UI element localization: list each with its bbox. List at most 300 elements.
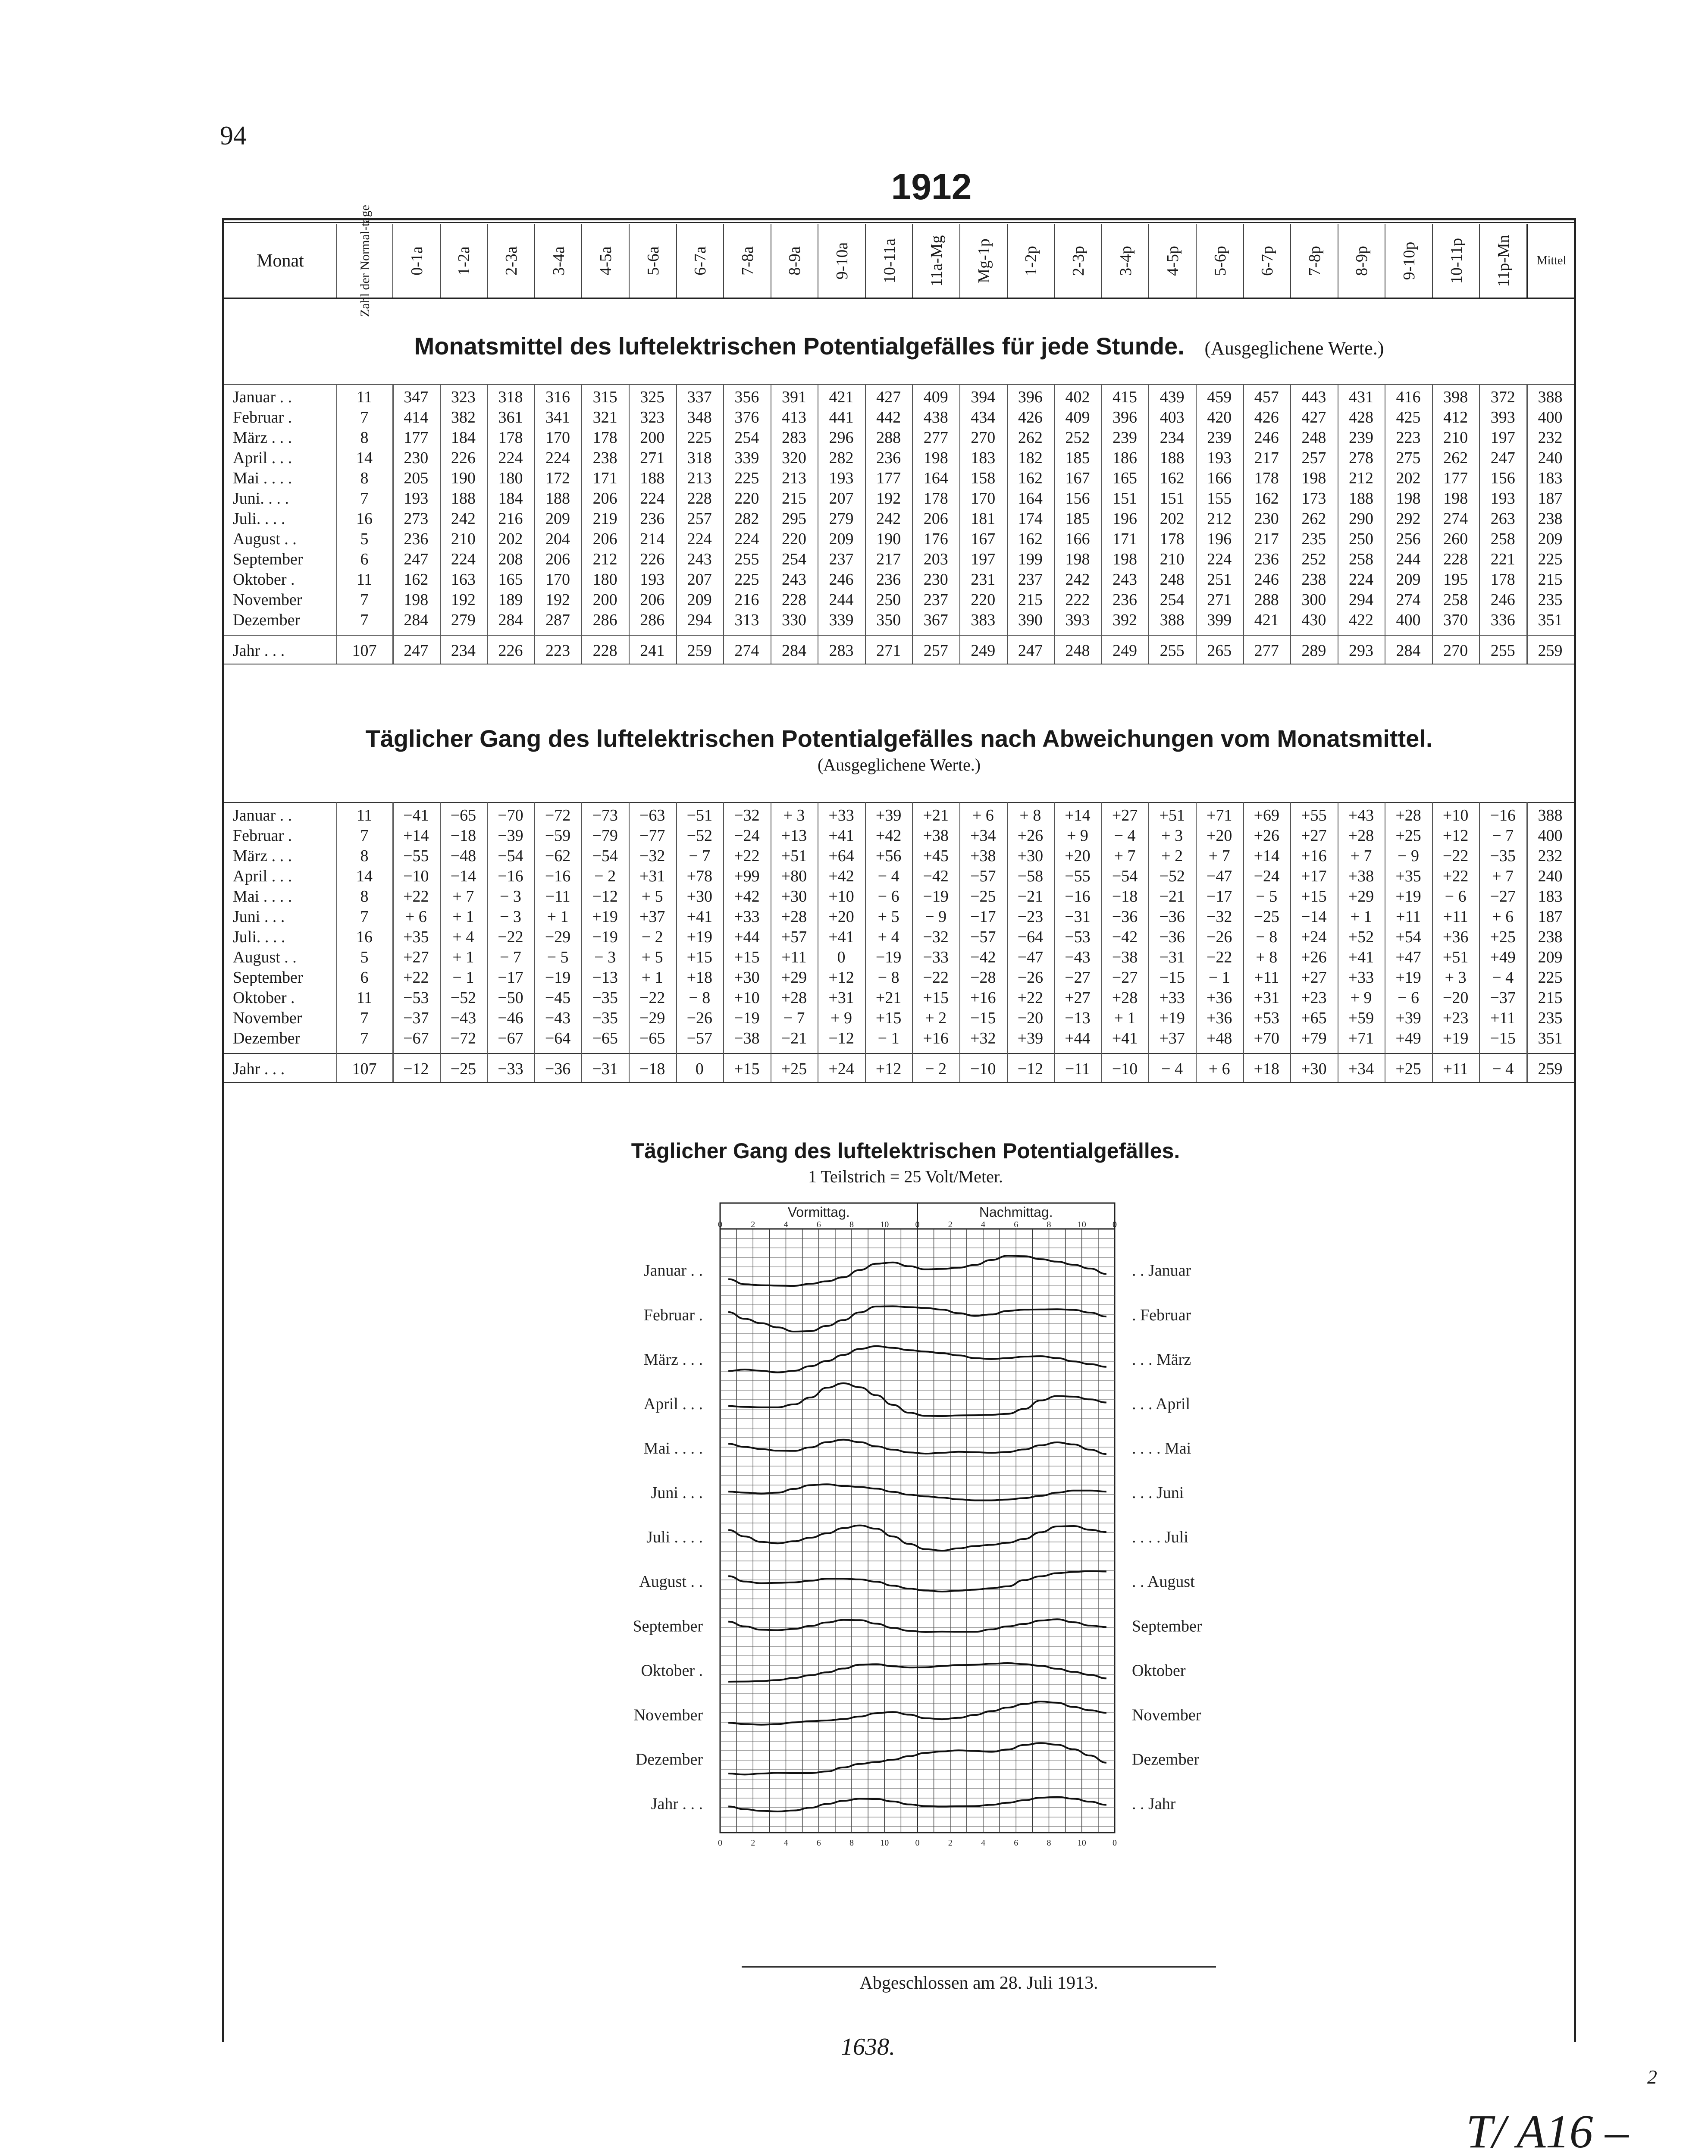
row-hour-value: 416 [1396, 388, 1421, 406]
row-hour-value: +36 [1442, 928, 1469, 946]
row-hour-value: −36 [1112, 908, 1138, 926]
handwritten-mark: 2 [1647, 2066, 1657, 2088]
row-hour-value: −64 [545, 1029, 571, 1047]
row-hour-value: 225 [734, 570, 759, 589]
row-hour-value: −17 [498, 968, 523, 987]
row-hour-value: +15 [686, 948, 712, 966]
row-hour-value: +47 [1395, 948, 1421, 966]
row-hour-value: 263 [1490, 510, 1515, 528]
row-hour-value: − 8 [878, 968, 899, 987]
row-hour-value: +42 [875, 827, 902, 845]
row-mean: 215 [1538, 989, 1563, 1007]
row-hour-value: 370 [1443, 611, 1468, 629]
chart-tick-bottom: 4 [783, 1838, 788, 1848]
row-hour-value: +30 [1017, 847, 1044, 865]
row-hour-value: + 3 [1161, 827, 1183, 845]
row-hour-value: −22 [1206, 948, 1232, 966]
row-hour-value: −55 [403, 847, 429, 865]
column-header-hour-label: 2-3p [1069, 246, 1087, 276]
column-header-hour-label: 0-1a [407, 246, 426, 276]
row-hour-value: −67 [403, 1029, 429, 1047]
row-hour-value: −32 [1206, 908, 1232, 926]
row-hour-value: − 7 [1492, 827, 1514, 845]
row-hour-value: −48 [450, 847, 476, 865]
row-hour-value: +19 [1395, 887, 1421, 906]
row-hour-value: −11 [1065, 1060, 1090, 1078]
row-hour-value: + 6 [1208, 1060, 1230, 1078]
row-hour-value: −79 [592, 827, 618, 845]
row-hour-value: −26 [1017, 968, 1044, 987]
row-mean: 215 [1538, 570, 1563, 589]
row-hour-value: 242 [1065, 570, 1090, 589]
row-hour-value: +38 [1348, 867, 1374, 885]
row-hour-value: +39 [1017, 1029, 1044, 1047]
row-hour-value: 283 [781, 429, 806, 447]
row-hour-value: −31 [592, 1060, 618, 1078]
row-hour-value: 337 [687, 388, 712, 406]
row-hour-value: −29 [639, 1009, 665, 1027]
row-hour-value: 399 [1207, 611, 1232, 629]
row-hour-value: 243 [1113, 570, 1138, 589]
row-hour-value: 163 [451, 570, 476, 589]
row-hour-value: −37 [403, 1009, 429, 1027]
row-hour-value: 228 [687, 489, 712, 508]
chart-tick-top: 4 [783, 1220, 788, 1229]
row-hour-value: 203 [923, 550, 948, 568]
row-hour-value: 228 [781, 591, 806, 609]
table-column-rule [1196, 384, 1197, 664]
row-hour-value: −14 [1301, 908, 1327, 926]
row-hour-value: +15 [923, 989, 949, 1007]
row-hour-value: 390 [1018, 611, 1043, 629]
row-hour-value: 262 [1301, 510, 1326, 528]
row-hour-value: 393 [1490, 408, 1515, 426]
row-hour-value: 391 [781, 388, 806, 406]
column-header-hour-label: 5-6p [1211, 246, 1229, 276]
row-hour-value: 246 [1254, 570, 1279, 589]
column-header-hour [534, 224, 583, 298]
row-hour-value: +25 [1490, 928, 1516, 946]
row-hour-value: 402 [1065, 388, 1090, 406]
row-hour-value: 274 [1396, 591, 1421, 609]
row-hour-value: 287 [545, 611, 570, 629]
column-header-hour [1196, 224, 1244, 298]
row-hour-value: 398 [1443, 388, 1468, 406]
row-hour-value: −10 [403, 867, 429, 885]
row-hour-value: +69 [1254, 806, 1279, 824]
row-hour-value: +36 [1206, 989, 1232, 1007]
row-hour-value: 198 [1396, 489, 1421, 508]
row-hour-value: +35 [403, 928, 429, 946]
row-days: 7 [360, 827, 369, 845]
row-days: 6 [360, 968, 369, 987]
row-hour-value: −59 [545, 827, 571, 845]
row-hour-value: 248 [1301, 429, 1326, 447]
row-hour-value: 243 [781, 570, 806, 589]
row-hour-value: 222 [1065, 591, 1090, 609]
row-hour-value: −51 [686, 806, 712, 824]
row-mean: 400 [1538, 408, 1563, 426]
table-column-rule [912, 802, 913, 1082]
row-hour-value: −24 [734, 827, 760, 845]
row-hour-value: 237 [923, 591, 948, 609]
row-hour-value: 206 [923, 510, 948, 528]
row-hour-value: 313 [734, 611, 759, 629]
row-hour-value: 323 [640, 408, 665, 426]
row-hour-value: 207 [829, 489, 854, 508]
row-hour-value: 237 [829, 550, 854, 568]
chart-tick-top: 8 [849, 1220, 854, 1229]
row-mean: 388 [1538, 388, 1563, 406]
row-hour-value: 208 [498, 550, 523, 568]
row-hour-value: −13 [1065, 1009, 1091, 1027]
chart-label-left: April . . . [643, 1395, 703, 1413]
table-column-rule [723, 802, 724, 1082]
column-header-month: Monat [257, 251, 304, 271]
row-hour-value: 246 [829, 570, 854, 589]
row-days: 5 [360, 530, 369, 548]
row-hour-value: 425 [1396, 408, 1421, 426]
closing-rule [742, 1966, 1216, 1968]
row-hour-value: 199 [1018, 550, 1043, 568]
table-column-rule [1526, 384, 1528, 664]
row-hour-value: 225 [687, 429, 712, 447]
row-hour-value: +29 [781, 968, 807, 987]
row-hour-value: + 7 [1492, 867, 1514, 885]
row-hour-value: 255 [1160, 642, 1185, 660]
chart-tick-bottom: 0 [718, 1838, 722, 1848]
row-hour-value: +33 [1348, 968, 1374, 987]
row-hour-value: 195 [1443, 570, 1468, 589]
column-header-hour-label: 6-7a [691, 246, 710, 276]
row-label: März . . . [233, 847, 292, 865]
row-hour-value: − 3 [499, 908, 521, 926]
column-header-hour-label: 3-4a [549, 246, 568, 276]
row-hour-value: −16 [1490, 806, 1516, 824]
row-hour-value: −50 [498, 989, 523, 1007]
column-header-hour [629, 224, 677, 298]
chart-label-left: Januar . . [643, 1261, 703, 1280]
row-days: 8 [360, 887, 369, 906]
row-hour-value: − 4 [1161, 1060, 1183, 1078]
row-hour-value: −18 [639, 1060, 665, 1078]
row-hour-value: 239 [1207, 429, 1232, 447]
row-hour-value: − 2 [594, 867, 616, 885]
row-hour-value: −22 [923, 968, 949, 987]
row-hour-value: − 1 [452, 968, 474, 987]
row-hour-value: − 6 [1398, 989, 1419, 1007]
row-label: Dezember [233, 1029, 301, 1047]
chart-label-left: Mai . . . . [643, 1439, 703, 1457]
row-hour-value: 224 [545, 449, 570, 467]
row-hour-value: 177 [1443, 469, 1468, 487]
row-hour-value: +41 [1348, 948, 1374, 966]
row-hour-value: 251 [1207, 570, 1232, 589]
row-mean: 238 [1538, 510, 1563, 528]
row-hour-value: 270 [971, 429, 996, 447]
row-hour-value: + 3 [783, 806, 805, 824]
row-hour-value: 288 [876, 429, 901, 447]
row-days: 11 [356, 388, 373, 406]
row-hour-value: 265 [1207, 642, 1232, 660]
row-hour-value: −43 [450, 1009, 476, 1027]
row-hour-value: −35 [1490, 847, 1516, 865]
row-days: 14 [356, 867, 373, 885]
column-header-hour-label: 8-9p [1353, 246, 1371, 276]
row-hour-value: 192 [876, 489, 901, 508]
row-hour-value: −43 [1065, 948, 1091, 966]
row-days: 11 [356, 806, 373, 824]
row-hour-value: −57 [970, 928, 996, 946]
row-hour-value: −42 [923, 867, 949, 885]
row-hour-value: 254 [781, 550, 806, 568]
chart-tick-top: 6 [816, 1220, 821, 1229]
row-hour-value: − 8 [689, 989, 711, 1007]
row-hour-value: 224 [687, 530, 712, 548]
row-hour-value: + 1 [547, 908, 569, 926]
row-hour-value: 185 [1065, 449, 1090, 467]
row-hour-value: 190 [451, 469, 476, 487]
row-hour-value: −15 [1490, 1029, 1516, 1047]
row-days: 7 [360, 408, 369, 426]
row-mean: 400 [1538, 827, 1563, 845]
table-row [224, 887, 1574, 907]
row-hour-value: −57 [970, 867, 996, 885]
row-hour-value: 259 [687, 642, 712, 660]
row-hour-value: 431 [1348, 388, 1373, 406]
row-hour-value: −24 [1254, 867, 1279, 885]
row-hour-value: +31 [828, 989, 854, 1007]
row-hour-value: 210 [451, 530, 476, 548]
row-hour-value: 300 [1301, 591, 1326, 609]
column-header-hour [1432, 224, 1480, 298]
table-column-rule [676, 802, 677, 1082]
row-mean: 235 [1538, 1009, 1563, 1027]
row-days: 16 [356, 928, 373, 946]
row-hour-value: +25 [781, 1060, 807, 1078]
row-hour-value: 205 [404, 469, 429, 487]
row-hour-value: +43 [1348, 806, 1374, 824]
row-hour-value: − 4 [878, 867, 899, 885]
row-hour-value: 241 [640, 642, 665, 660]
row-hour-value: 244 [1396, 550, 1421, 568]
row-hour-value: 177 [876, 469, 901, 487]
row-hour-value: 213 [781, 469, 806, 487]
column-header-hour-label: 1-2a [455, 246, 473, 276]
table-column-rule [336, 384, 337, 664]
row-hour-value: 188 [545, 489, 570, 508]
column-header-hour [440, 224, 488, 298]
table-column-rule [912, 384, 913, 664]
row-hour-value: 248 [1065, 642, 1090, 660]
table-column-rule [1432, 802, 1433, 1082]
row-hour-value: −17 [1206, 887, 1232, 906]
row-hour-value: −54 [592, 847, 618, 865]
page-number: 94 [220, 121, 247, 150]
row-hour-value: +11 [1443, 1060, 1468, 1078]
row-hour-value: −12 [1017, 1060, 1044, 1078]
row-hour-value: − 7 [783, 1009, 805, 1027]
row-hour-value: +54 [1395, 928, 1421, 946]
chart-label-right: November [1132, 1706, 1201, 1724]
row-hour-value: −43 [545, 1009, 571, 1027]
chart-tick-bottom: 8 [1047, 1838, 1051, 1848]
row-hour-value: −16 [1065, 887, 1091, 906]
row-hour-value: 188 [640, 469, 665, 487]
row-hour-value: −10 [970, 1060, 996, 1078]
row-hour-value: 198 [923, 449, 948, 467]
row-hour-value: 238 [592, 449, 617, 467]
row-hour-value: 177 [404, 429, 429, 447]
row-hour-value: 260 [1443, 530, 1468, 548]
row-mean: 235 [1538, 591, 1563, 609]
table-column-rule [1196, 802, 1197, 1082]
row-hour-value: 186 [1113, 449, 1138, 467]
row-mean: 351 [1538, 1029, 1563, 1047]
row-hour-value: 176 [923, 530, 948, 548]
table-column-rule [865, 384, 866, 664]
row-hour-value: 151 [1113, 489, 1138, 508]
row-hour-value: 200 [640, 429, 665, 447]
row-hour-value: +53 [1254, 1009, 1279, 1027]
table-column-rule [581, 384, 582, 664]
row-hour-value: 274 [1443, 510, 1468, 528]
row-hour-value: + 8 [1019, 806, 1041, 824]
table-row [224, 1028, 1574, 1049]
row-hour-value: −53 [1065, 928, 1091, 946]
row-hour-value: 441 [829, 408, 854, 426]
chart-tick-top: 4 [981, 1220, 985, 1229]
row-hour-value: 202 [498, 530, 523, 548]
row-hour-value: 294 [687, 611, 712, 629]
row-hour-value: −22 [639, 989, 665, 1007]
row-hour-value: 181 [971, 510, 996, 528]
row-hour-value: 393 [1065, 611, 1090, 629]
table-row [224, 590, 1574, 610]
row-hour-value: 409 [1065, 408, 1090, 426]
column-header-hour [1007, 224, 1055, 298]
row-hour-value: 164 [1018, 489, 1043, 508]
row-hour-value: 217 [876, 550, 901, 568]
row-hour-value: 315 [592, 388, 617, 406]
chart-label-left: Oktober . [641, 1661, 703, 1680]
row-hour-value: 339 [734, 449, 759, 467]
table-column-rule [959, 802, 960, 1082]
row-hour-value: +41 [828, 928, 854, 946]
row-hour-value: + 6 [1492, 908, 1514, 926]
row-mean: 240 [1538, 449, 1563, 467]
chart-label-left: März . . . [643, 1350, 703, 1369]
row-hour-value: + 7 [1114, 847, 1136, 865]
row-hour-value: − 1 [878, 1029, 899, 1047]
table-total-row [224, 1059, 1574, 1079]
row-hour-value: +55 [1301, 806, 1327, 824]
table-column-rule [959, 384, 960, 664]
row-hour-value: 170 [545, 429, 570, 447]
row-hour-value: 210 [1443, 429, 1468, 447]
row-label: Jahr . . . [233, 642, 285, 660]
row-hour-value: −12 [828, 1029, 854, 1047]
row-hour-value: +25 [1395, 1060, 1421, 1078]
row-hour-value: −52 [450, 989, 476, 1007]
monthly-mean-table [224, 384, 1574, 694]
row-hour-value: −19 [545, 968, 571, 987]
column-header-hour [865, 224, 913, 298]
row-hour-value: 250 [1348, 530, 1373, 548]
row-hour-value: 230 [404, 449, 429, 467]
row-hour-value: 286 [640, 611, 665, 629]
row-hour-value: +12 [828, 968, 854, 987]
row-hour-value: −54 [498, 847, 523, 865]
row-hour-value: −63 [639, 806, 665, 824]
chart-label-left: Juli . . . . [646, 1528, 703, 1547]
row-hour-value: +18 [686, 968, 712, 987]
row-hour-value: 212 [592, 550, 617, 568]
row-hour-value: 178 [1160, 530, 1185, 548]
row-hour-value: −19 [592, 928, 618, 946]
chart-label-left: September [633, 1617, 703, 1636]
row-hour-value: 254 [734, 429, 759, 447]
row-hour-value: 421 [829, 388, 854, 406]
table-row [224, 1008, 1574, 1028]
row-hour-value: 270 [1443, 642, 1468, 660]
row-hour-value: +30 [781, 887, 807, 906]
row-hour-value: 277 [923, 429, 948, 447]
row-hour-value: 197 [971, 550, 996, 568]
row-hour-value: − 7 [689, 847, 711, 865]
row-hour-value: 277 [1254, 642, 1279, 660]
row-days: 11 [356, 989, 373, 1007]
row-hour-value: −70 [498, 806, 523, 824]
row-hour-value: 224 [1207, 550, 1232, 568]
row-hour-value: 247 [1490, 449, 1515, 467]
row-hour-value: +41 [686, 908, 712, 926]
row-hour-value: +14 [1065, 806, 1091, 824]
row-hour-value: −16 [498, 867, 523, 885]
row-hour-value: 209 [829, 530, 854, 548]
row-hour-value: +10 [828, 887, 854, 906]
row-hour-value: +29 [1348, 887, 1374, 906]
row-mean: 187 [1538, 489, 1563, 508]
row-hour-value: 271 [640, 449, 665, 467]
row-hour-value: 255 [734, 550, 759, 568]
column-header-hour [1148, 224, 1197, 298]
row-hour-value: +14 [403, 827, 429, 845]
row-hour-value: 459 [1207, 388, 1232, 406]
row-hour-value: 198 [1301, 469, 1326, 487]
row-hour-value: 192 [451, 591, 476, 609]
row-hour-value: −33 [923, 948, 949, 966]
row-hour-value: 213 [687, 469, 712, 487]
row-hour-value: + 2 [1161, 847, 1183, 865]
row-hour-value: +37 [1159, 1029, 1185, 1047]
row-hour-value: 220 [734, 489, 759, 508]
row-hour-value: 236 [876, 449, 901, 467]
row-hour-value: 279 [829, 510, 854, 528]
row-label: August . . [233, 948, 297, 966]
column-header-hour [1338, 224, 1386, 298]
chart-label-left: August . . [639, 1573, 703, 1591]
year-title: 1912 [891, 166, 972, 207]
table-row [224, 387, 1574, 407]
row-hour-value: −52 [686, 827, 712, 845]
row-hour-value: +52 [1348, 928, 1374, 946]
row-hour-value: −26 [1206, 928, 1232, 946]
row-hour-value: 295 [781, 510, 806, 528]
row-hour-value: 162 [1018, 530, 1043, 548]
row-hour-value: +79 [1301, 1029, 1327, 1047]
row-hour-value: +11 [1443, 908, 1468, 926]
